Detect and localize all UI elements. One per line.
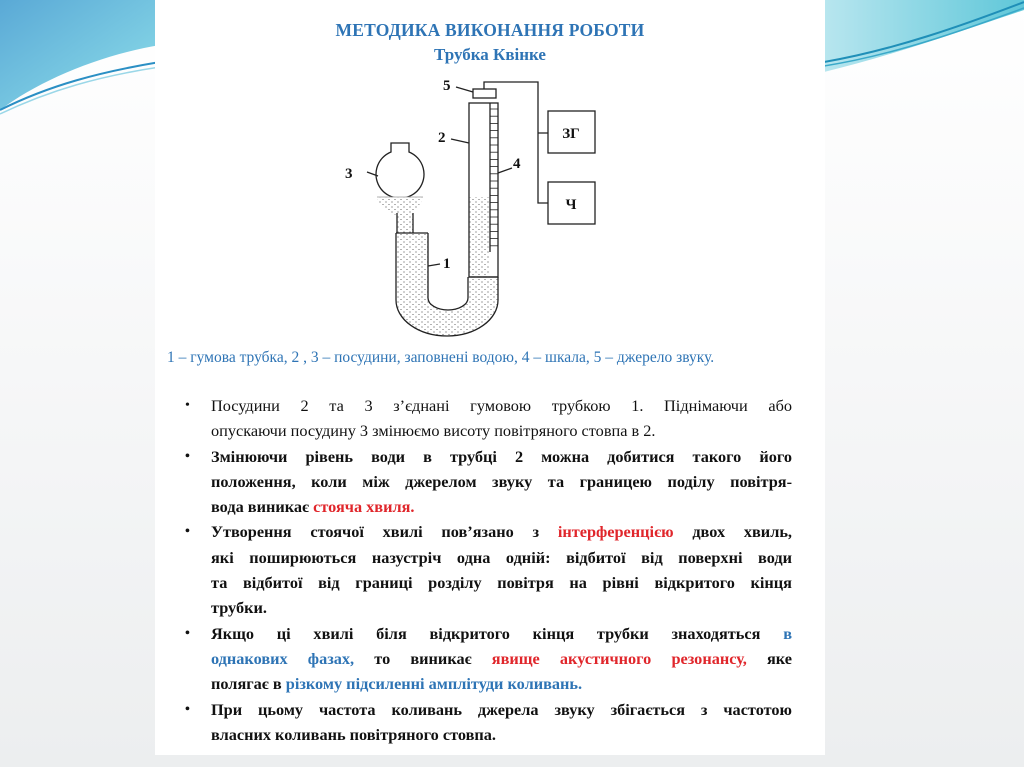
bullet-icon: • xyxy=(185,524,190,540)
text-segment: положення, коли між джерелом звуку та границею поділу повітря- xyxy=(211,471,792,491)
highlighted-text: різкому підсиленні амплітуди коливань. xyxy=(285,674,583,694)
text-segment: Утворення стоячої хвилі пов’язано з xyxy=(211,522,558,542)
text-segment: власних коливань повітряного стовпа. xyxy=(211,724,496,744)
text-segment: Якщо ці хвилі біля відкритого кінця трубки знаходяться xyxy=(211,623,784,643)
text-segment: двох хвиль, xyxy=(673,522,793,542)
text-segment: Змінюючи рівень води в трубці 2 можна добитися такого його xyxy=(211,446,792,466)
bullet-icon: • xyxy=(185,398,190,413)
label-1: 1 xyxy=(443,256,451,272)
text-line xyxy=(211,570,792,595)
bullet-item xyxy=(185,519,792,620)
label-2: 2 xyxy=(438,130,446,146)
highlighted-text: стояча хвиля. xyxy=(313,497,415,517)
text-segment: які поширюються назустріч одна одній: відбитої від поверхні води xyxy=(211,547,792,567)
bullet-icon: • xyxy=(185,448,190,464)
text-segment: трубки. xyxy=(211,598,267,618)
label-3: 3 xyxy=(345,166,353,182)
page-title: МЕТОДИКА ВИКОНАННЯ РОБОТИ xyxy=(335,20,645,40)
text-line xyxy=(211,646,792,671)
text-line xyxy=(211,519,792,544)
text-line xyxy=(211,545,792,570)
label-4: 4 xyxy=(513,156,521,172)
bullet-item xyxy=(185,621,792,697)
text-segment: Посудини 2 та 3 з’єднані гумовою трубкою 1. Піднімаючи або xyxy=(211,396,792,415)
bullet-icon: • xyxy=(185,701,190,717)
bullet-icon: • xyxy=(185,625,190,641)
highlighted-text: в xyxy=(783,623,792,643)
document-page xyxy=(155,0,825,755)
highlighted-text: явище акустичного резонансу, xyxy=(491,648,747,668)
text-line xyxy=(211,494,792,519)
text-line xyxy=(211,697,792,722)
text-line xyxy=(211,418,792,443)
text-segment: опускаючи посудину 3 змінюємо висоту повітряного стовпа в 2. xyxy=(211,421,656,441)
text-segment: вода виникає xyxy=(211,497,314,517)
label-5: 5 xyxy=(443,78,451,94)
meter-label: Ч xyxy=(565,197,577,213)
bullet-item xyxy=(185,697,792,748)
quincke-tube-diagram xyxy=(155,0,825,345)
text-line xyxy=(211,621,792,646)
sound-source-5 xyxy=(473,89,496,98)
text-segment: та відбитої від границі розділу повітря на рівні відкритого кінця xyxy=(211,573,792,593)
text-line xyxy=(211,722,792,747)
figure-caption: 1 – гумова трубка, 2 , 3 – посудини, заповнені водою, 4 – шкала, 5 – джерело звуку. xyxy=(167,349,715,366)
text-line xyxy=(211,444,792,469)
text-segment: яке xyxy=(746,648,793,668)
text-line xyxy=(211,393,792,418)
right-wave-decoration xyxy=(824,0,1024,80)
page-subtitle: Трубка Квінке xyxy=(434,45,546,64)
generator-label: ЗГ xyxy=(562,126,580,142)
text-segment: При цьому частота коливань джерела звуку збігається з частотою xyxy=(211,699,792,719)
text-segment: полягає в xyxy=(211,674,286,694)
highlighted-text: однакових фазах, xyxy=(211,648,355,668)
text-line xyxy=(211,671,792,696)
vessel-3 xyxy=(376,143,424,198)
text-segment: то виникає xyxy=(354,648,492,668)
bullet-item xyxy=(185,393,792,444)
text-line xyxy=(211,469,792,494)
bullet-list xyxy=(185,393,792,747)
text-line xyxy=(211,595,792,620)
highlighted-text: інтерференцією xyxy=(557,522,674,542)
left-wave-decoration xyxy=(0,0,160,120)
bullet-item xyxy=(185,444,792,520)
scale-4 xyxy=(490,109,498,246)
